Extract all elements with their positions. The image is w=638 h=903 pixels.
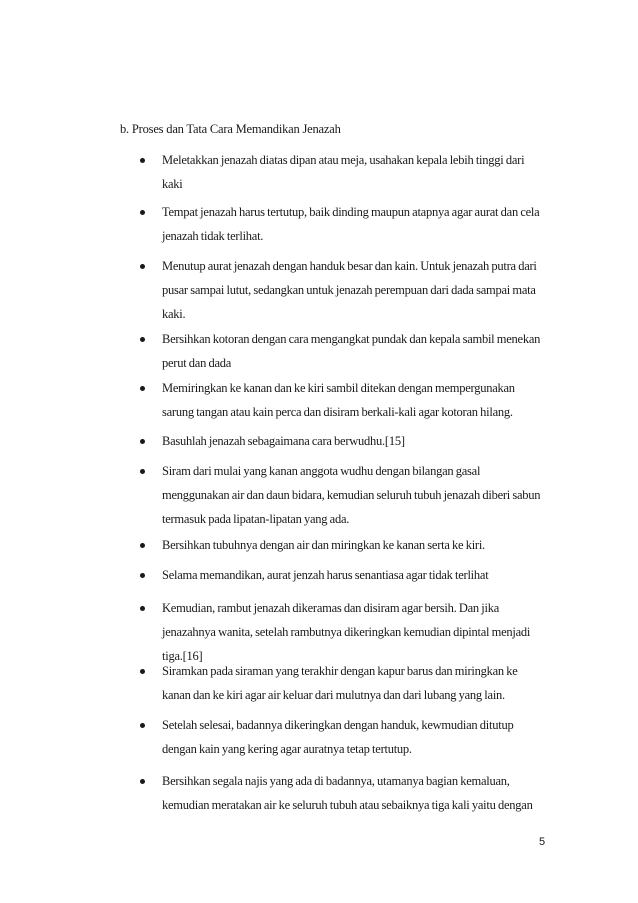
list-item-text: Bersihkan tubuhnya dengan air dan miringkan ke kanan serta ke kiri.	[162, 538, 485, 552]
bullet-icon	[140, 158, 145, 163]
bullet-icon	[140, 669, 145, 674]
page-number: 5	[539, 836, 546, 848]
list-item-text: Siramkan pada siraman yang terakhir dengan kapur barus dan miringkan ke kanan dan ke kiri agar air keluar dari mulutnya dan dari lubang yang lain.	[162, 664, 518, 702]
list-item-text: Meletakkan jenazah diatas dipan atau meja, usahakan kepala lebih tinggi dari kaki	[162, 153, 525, 191]
bullet-icon	[140, 573, 145, 578]
list-item-text: Tempat jenazah harus tertutup, baik dinding maupun atapnya agar aurat dan cela jenazah tidak terlihat.	[162, 205, 540, 243]
bullet-icon	[140, 543, 145, 548]
list-item-text: Bersihkan kotoran dengan cara mengangkat pundak dan kepala sambil menekan perut dan dada	[162, 332, 541, 370]
bullet-icon	[140, 469, 145, 474]
list-item-text: Siram dari mulai yang kanan anggota wudhu dengan bilangan gasal menggunakan air dan daun bidara, kemudian seluruh tubuh jenazah diberi sabun termasuk pada lipatan-lipatan yang ada.	[162, 464, 541, 526]
bullet-icon	[140, 439, 145, 444]
list-item-text: Setelah selesai, badannya dikeringkan dengan handuk, kewmudian ditutup dengan kain yang kering agar auratnya tetap tertutup.	[162, 718, 514, 756]
list-item-text: Bersihkan segala najis yang ada di badannya, utamanya bagian kemaluan, kemudian meratakan air ke seluruh tubuh atau sebaiknya tiga kali yaitu dengan	[162, 774, 533, 812]
bullet-icon	[140, 264, 145, 269]
section-heading: b. Proses dan Tata Cara Memandikan Jenazah	[120, 122, 341, 136]
bullet-icon	[140, 210, 145, 215]
list-item-text: Menutup aurat jenazah dengan handuk besar dan kain. Untuk jenazah putra dari pusar sampai lutut, sedangkan untuk jenazah perempuan dari dada sampai mata kaki.	[162, 259, 537, 321]
bullet-icon	[140, 606, 145, 611]
bullet-icon	[140, 386, 145, 391]
bullet-icon	[140, 337, 145, 342]
list-item-text: Memiringkan ke kanan dan ke kiri sambil ditekan dengan mempergunakan sarung tangan atau kain perca dan disiram berkali-kali agar kotoran hilang.	[162, 381, 515, 419]
bullet-icon	[140, 723, 145, 728]
bullet-icon	[140, 779, 145, 784]
list-item-text: Selama memandikan, aurat jenzah harus senantiasa agar tidak terlihat	[162, 568, 489, 582]
list-item-text: Kemudian, rambut jenazah dikeramas dan disiram agar bersih. Dan jika jenazahnya wanita, setelah rambutnya dikeringkan kemudian dipintal menjadi tiga.[16]	[162, 601, 531, 663]
list-item-text: Basuhlah jenazah sebagaimana cara berwudhu.[15]	[162, 434, 405, 448]
